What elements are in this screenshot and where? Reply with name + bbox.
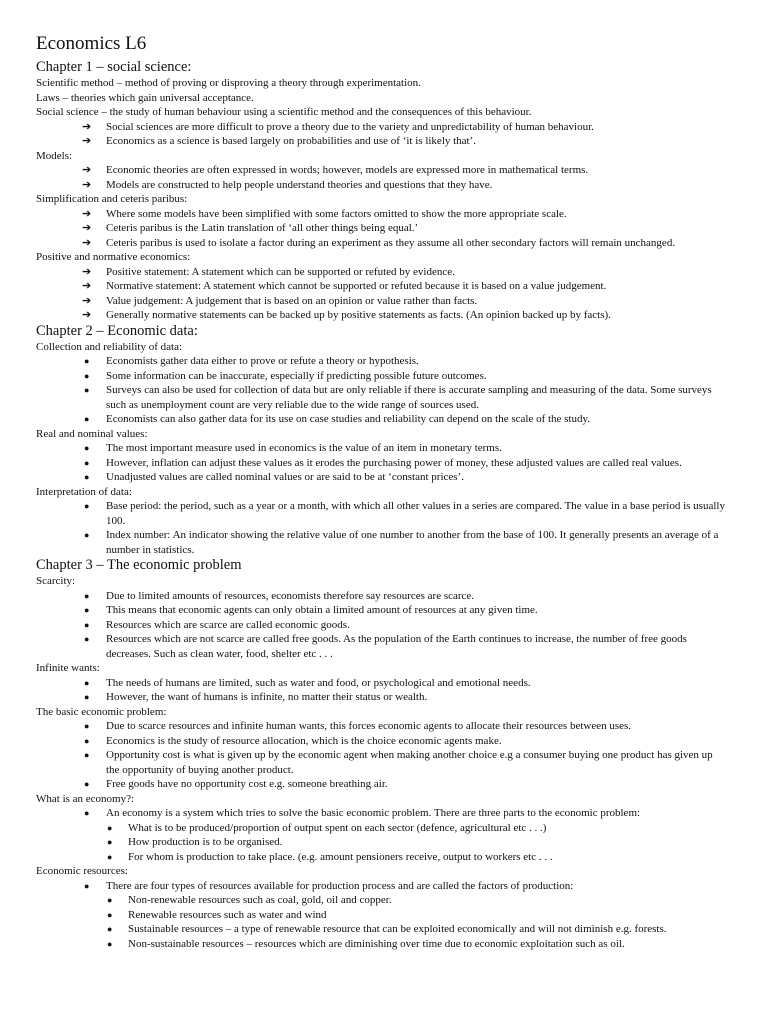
- bullet-dot-icon: ●: [84, 619, 90, 630]
- list-item-text: The needs of humans are limited, such as water and food, or psychological and emotional needs.: [106, 676, 531, 689]
- arrow-bullet-icon: ➔: [82, 164, 92, 176]
- list-item-text: Value judgement: A judgement that is based on an opinion or value rather than facts.: [106, 294, 478, 307]
- bullet-list-item: [36, 777, 768, 792]
- list-item-text: Non-renewable resources such as coal, gold, oil and copper.: [128, 894, 392, 906]
- arrow-list-item: [36, 178, 768, 193]
- paragraph-line: Collection and reliability of data:: [36, 340, 183, 353]
- list-item-text: Economics as a science is based largely on probabilities and use of ‘it is likely that’.: [106, 135, 477, 147]
- list-item-text: Social sciences are more difficult to prove a theory due to the variety and unpredictability of human behaviour.: [106, 120, 594, 133]
- bullet-dot-icon: ●: [107, 837, 113, 847]
- paragraph-line: Economic resources:: [36, 865, 128, 877]
- sub-bullet-list-item: [36, 893, 768, 908]
- list-item-text: Due to scarce resources and infinite human wants, this forces economic agents to allocate their resources between uses.: [106, 720, 632, 732]
- bullet-list-item: [36, 603, 768, 618]
- list-item-text: Surveys can also be used for collection of data but are only reliable if there is accurate sampling and measuring of the data. Some surveys such as unemployment count are very reliable due to the wide range of sources used.: [106, 384, 712, 411]
- list-item-text: Economists can also gather data for its use on case studies and reliability can depend on the scale of the study.: [106, 413, 591, 425]
- arrow-list-item: [36, 308, 768, 323]
- sub-bullet-list-item: [36, 922, 768, 937]
- paragraph-line: Simplification and ceteris paribus:: [36, 193, 188, 205]
- bullet-dot-icon: ●: [107, 822, 113, 833]
- list-item-text: Ceteris paribus is used to isolate a factor during an experiment as they assume all other secondary factors will remain unchanged.: [106, 236, 676, 249]
- bullet-list-item: [36, 528, 768, 557]
- list-item-text: Generally normative statements can be backed up by positive statements as facts. (An opinion backed up by facts).: [106, 309, 611, 321]
- bullet-dot-icon: ●: [84, 750, 90, 760]
- list-item-text: How production is to be organised.: [128, 836, 283, 848]
- list-item-text: Base period: the period, such as a year or a month, with which all other values in a series are compared. The value in a base period is usually 100.: [106, 500, 725, 527]
- list-item-text: There are four types of resources available for production process and are called the factors of production:: [106, 879, 574, 892]
- bullet-list-item: [36, 470, 768, 485]
- bullet-list-item: [36, 369, 768, 384]
- bullet-dot-icon: ●: [84, 721, 90, 731]
- bullet-dot-icon: ●: [84, 735, 90, 746]
- document-body: [36, 59, 768, 951]
- list-item-text: Unadjusted values are called nominal values or are said to be at ‘constant prices’.: [106, 471, 464, 483]
- bullet-dot-icon: ●: [107, 895, 113, 905]
- bullet-dot-icon: ●: [107, 938, 113, 949]
- list-item-text: This means that economic agents can only obtain a limited amount of resources at any given time.: [106, 604, 538, 616]
- list-item-text: Resources which are not scarce are called free goods. As the population of the Earth continues to increase, the number of free goods decreases. Such as clean water, food, shelter etc . . .: [106, 633, 687, 660]
- list-item-text: Where some models have been simplified with some factors omitted to show the more appropriate scale.: [106, 207, 567, 220]
- arrow-bullet-icon: ➔: [82, 135, 92, 147]
- list-item-text: What is to be produced/proportion of output spent on each sector (defence, agricultural etc . . .): [128, 821, 547, 834]
- bullet-list-item: [36, 719, 768, 734]
- list-item-text: Normative statement: A statement which cannot be supported or refuted because it is based on a value judgement.: [106, 280, 607, 292]
- chapter-heading: Chapter 2 – Economic data:: [36, 322, 198, 339]
- bullet-dot-icon: ●: [107, 909, 113, 920]
- bullet-list-item: [36, 879, 768, 894]
- list-item-text: An economy is a system which tries to solve the basic economic problem. There are three parts to the economic problem:: [106, 807, 641, 819]
- arrow-bullet-icon: ➔: [82, 294, 92, 307]
- list-item-text: The most important measure used in economics is the value of an item in monetary terms.: [106, 442, 502, 454]
- list-item-text: Free goods have no opportunity cost e.g. someone breathing air.: [106, 778, 388, 790]
- sub-bullet-list-item: [36, 821, 768, 836]
- bullet-list-item: [36, 456, 768, 471]
- bullet-dot-icon: ●: [84, 590, 90, 601]
- paragraph-line: Scarcity:: [36, 575, 76, 587]
- paragraph-line: Interpretation of data:: [36, 485, 132, 498]
- list-item-text: However, inflation can adjust these values as it erodes the purchasing power of money, these adjusted values are called real values.: [106, 456, 682, 469]
- chapter-heading: Chapter 1 – social science:: [36, 59, 192, 75]
- paragraph-line: Positive and normative economics:: [36, 251, 191, 263]
- arrow-list-item: [36, 120, 768, 135]
- bullet-list-item: [36, 690, 768, 705]
- bullet-dot-icon: ●: [84, 880, 90, 891]
- list-item-text: Due to limited amounts of resources, economists therefore say resources are scarce.: [106, 589, 475, 602]
- list-item-text: Some information can be inaccurate, especially if predicting possible future outcomes.: [106, 369, 487, 382]
- bullet-list-item: [36, 354, 768, 369]
- list-item-text: Ceteris paribus is the Latin translation of ‘all other things being equal.’: [106, 222, 419, 234]
- bullet-list-item: [36, 412, 768, 427]
- paragraph-line: Models:: [36, 149, 73, 162]
- bullet-dot-icon: ●: [84, 356, 90, 366]
- list-item-text: Opportunity cost is what is given up by the economic agent when making another choice e.g a consumer buying one product has given up the opportunity of buying another product.: [106, 749, 713, 776]
- list-item-text: Index number: An indicator showing the relative value of one number to another from the base of 100. It generally presents an average of a number in statistics.: [106, 529, 719, 556]
- paragraph-line: Real and nominal values:: [36, 427, 148, 440]
- bullet-dot-icon: ●: [84, 472, 90, 482]
- bullet-dot-icon: ●: [84, 443, 90, 453]
- list-item-text: However, the want of humans is infinite, no matter their status or wealth.: [106, 691, 428, 703]
- list-item-text: Resources which are scarce are called economic goods.: [106, 618, 350, 631]
- arrow-list-item: [36, 207, 768, 222]
- bullet-dot-icon: ●: [84, 779, 90, 789]
- list-item-text: Sustainable resources – a type of renewable resource that can be exploited economically and will not diminish e.g. forests.: [128, 923, 667, 935]
- arrow-list-item: [36, 279, 768, 294]
- arrow-list-item: [36, 163, 768, 178]
- bullet-dot-icon: ●: [84, 385, 90, 395]
- list-item-text: Economic theories are often expressed in words; however, models are expressed more in mathematical terms.: [106, 164, 589, 176]
- arrow-bullet-icon: ➔: [82, 207, 92, 220]
- paragraph-line: Laws – theories which gain universal acceptance.: [36, 91, 254, 104]
- bullet-list-item: [36, 676, 768, 691]
- arrow-bullet-icon: ➔: [82, 309, 92, 321]
- arrow-bullet-icon: ➔: [82, 280, 92, 292]
- bullet-list-item: [36, 806, 768, 821]
- list-item-text: Non-sustainable resources – resources which are diminishing over time due to economic exploitation such as oil.: [128, 937, 625, 950]
- arrow-list-item: [36, 236, 768, 251]
- bullet-list-item: [36, 734, 768, 749]
- bullet-list-item: [36, 748, 768, 777]
- bullet-dot-icon: ●: [84, 501, 90, 511]
- sub-bullet-list-item: [36, 835, 768, 850]
- bullet-dot-icon: ●: [84, 692, 90, 702]
- arrow-bullet-icon: ➔: [82, 120, 92, 133]
- list-item-text: Renewable resources such as water and wind: [128, 908, 327, 921]
- list-item-text: Models are constructed to help people understand theories and questions that they have.: [106, 178, 493, 191]
- bullet-list-item: [36, 499, 768, 528]
- arrow-list-item: [36, 134, 768, 149]
- paragraph-line: Infinite wants:: [36, 662, 100, 674]
- bullet-dot-icon: ●: [84, 677, 90, 688]
- bullet-list-item: [36, 618, 768, 633]
- bullet-dot-icon: ●: [84, 370, 90, 381]
- bullet-dot-icon: ●: [84, 605, 90, 615]
- arrow-list-item: [36, 265, 768, 280]
- bullet-dot-icon: ●: [84, 414, 90, 424]
- paragraph-line: What is an economy?:: [36, 792, 135, 805]
- bullet-list-item: [36, 441, 768, 456]
- bullet-list-item: [36, 383, 768, 412]
- paragraph-line: Social science – the study of human behaviour using a scientific method and the consequences of this behaviour.: [36, 106, 532, 118]
- bullet-dot-icon: ●: [84, 530, 90, 540]
- bullet-dot-icon: ●: [107, 924, 113, 934]
- arrow-list-item: [36, 294, 768, 309]
- bullet-dot-icon: ●: [107, 851, 113, 862]
- sub-bullet-list-item: [36, 937, 768, 952]
- bullet-list-item: [36, 589, 768, 604]
- paragraph-line: Scientific method – method of proving or disproving a theory through experimentation.: [36, 77, 421, 89]
- arrow-bullet-icon: ➔: [82, 265, 92, 278]
- list-item-text: Economics is the study of resource allocation, which is the choice economic agents make.: [106, 734, 502, 747]
- arrow-bullet-icon: ➔: [82, 236, 92, 249]
- sub-bullet-list-item: [36, 908, 768, 923]
- bullet-dot-icon: ●: [84, 634, 90, 644]
- bullet-dot-icon: ●: [84, 808, 90, 818]
- arrow-list-item: [36, 221, 768, 236]
- list-item-text: Positive statement: A statement which can be supported or refuted by evidence.: [106, 265, 455, 278]
- bullet-dot-icon: ●: [84, 457, 90, 468]
- document-title: Economics L6: [36, 33, 147, 54]
- bullet-list-item: [36, 632, 768, 661]
- arrow-bullet-icon: ➔: [82, 178, 92, 191]
- paragraph-line: The basic economic problem:: [36, 705, 167, 718]
- arrow-bullet-icon: ➔: [82, 222, 92, 234]
- sub-bullet-list-item: [36, 850, 768, 865]
- list-item-text: Economists gather data either to prove or refute a theory or hypothesis.: [106, 355, 419, 367]
- chapter-heading: Chapter 3 – The economic problem: [36, 557, 242, 573]
- list-item-text: For whom is production to take place. (e.g. amount pensioners receive, output to workers etc . . .: [128, 850, 553, 863]
